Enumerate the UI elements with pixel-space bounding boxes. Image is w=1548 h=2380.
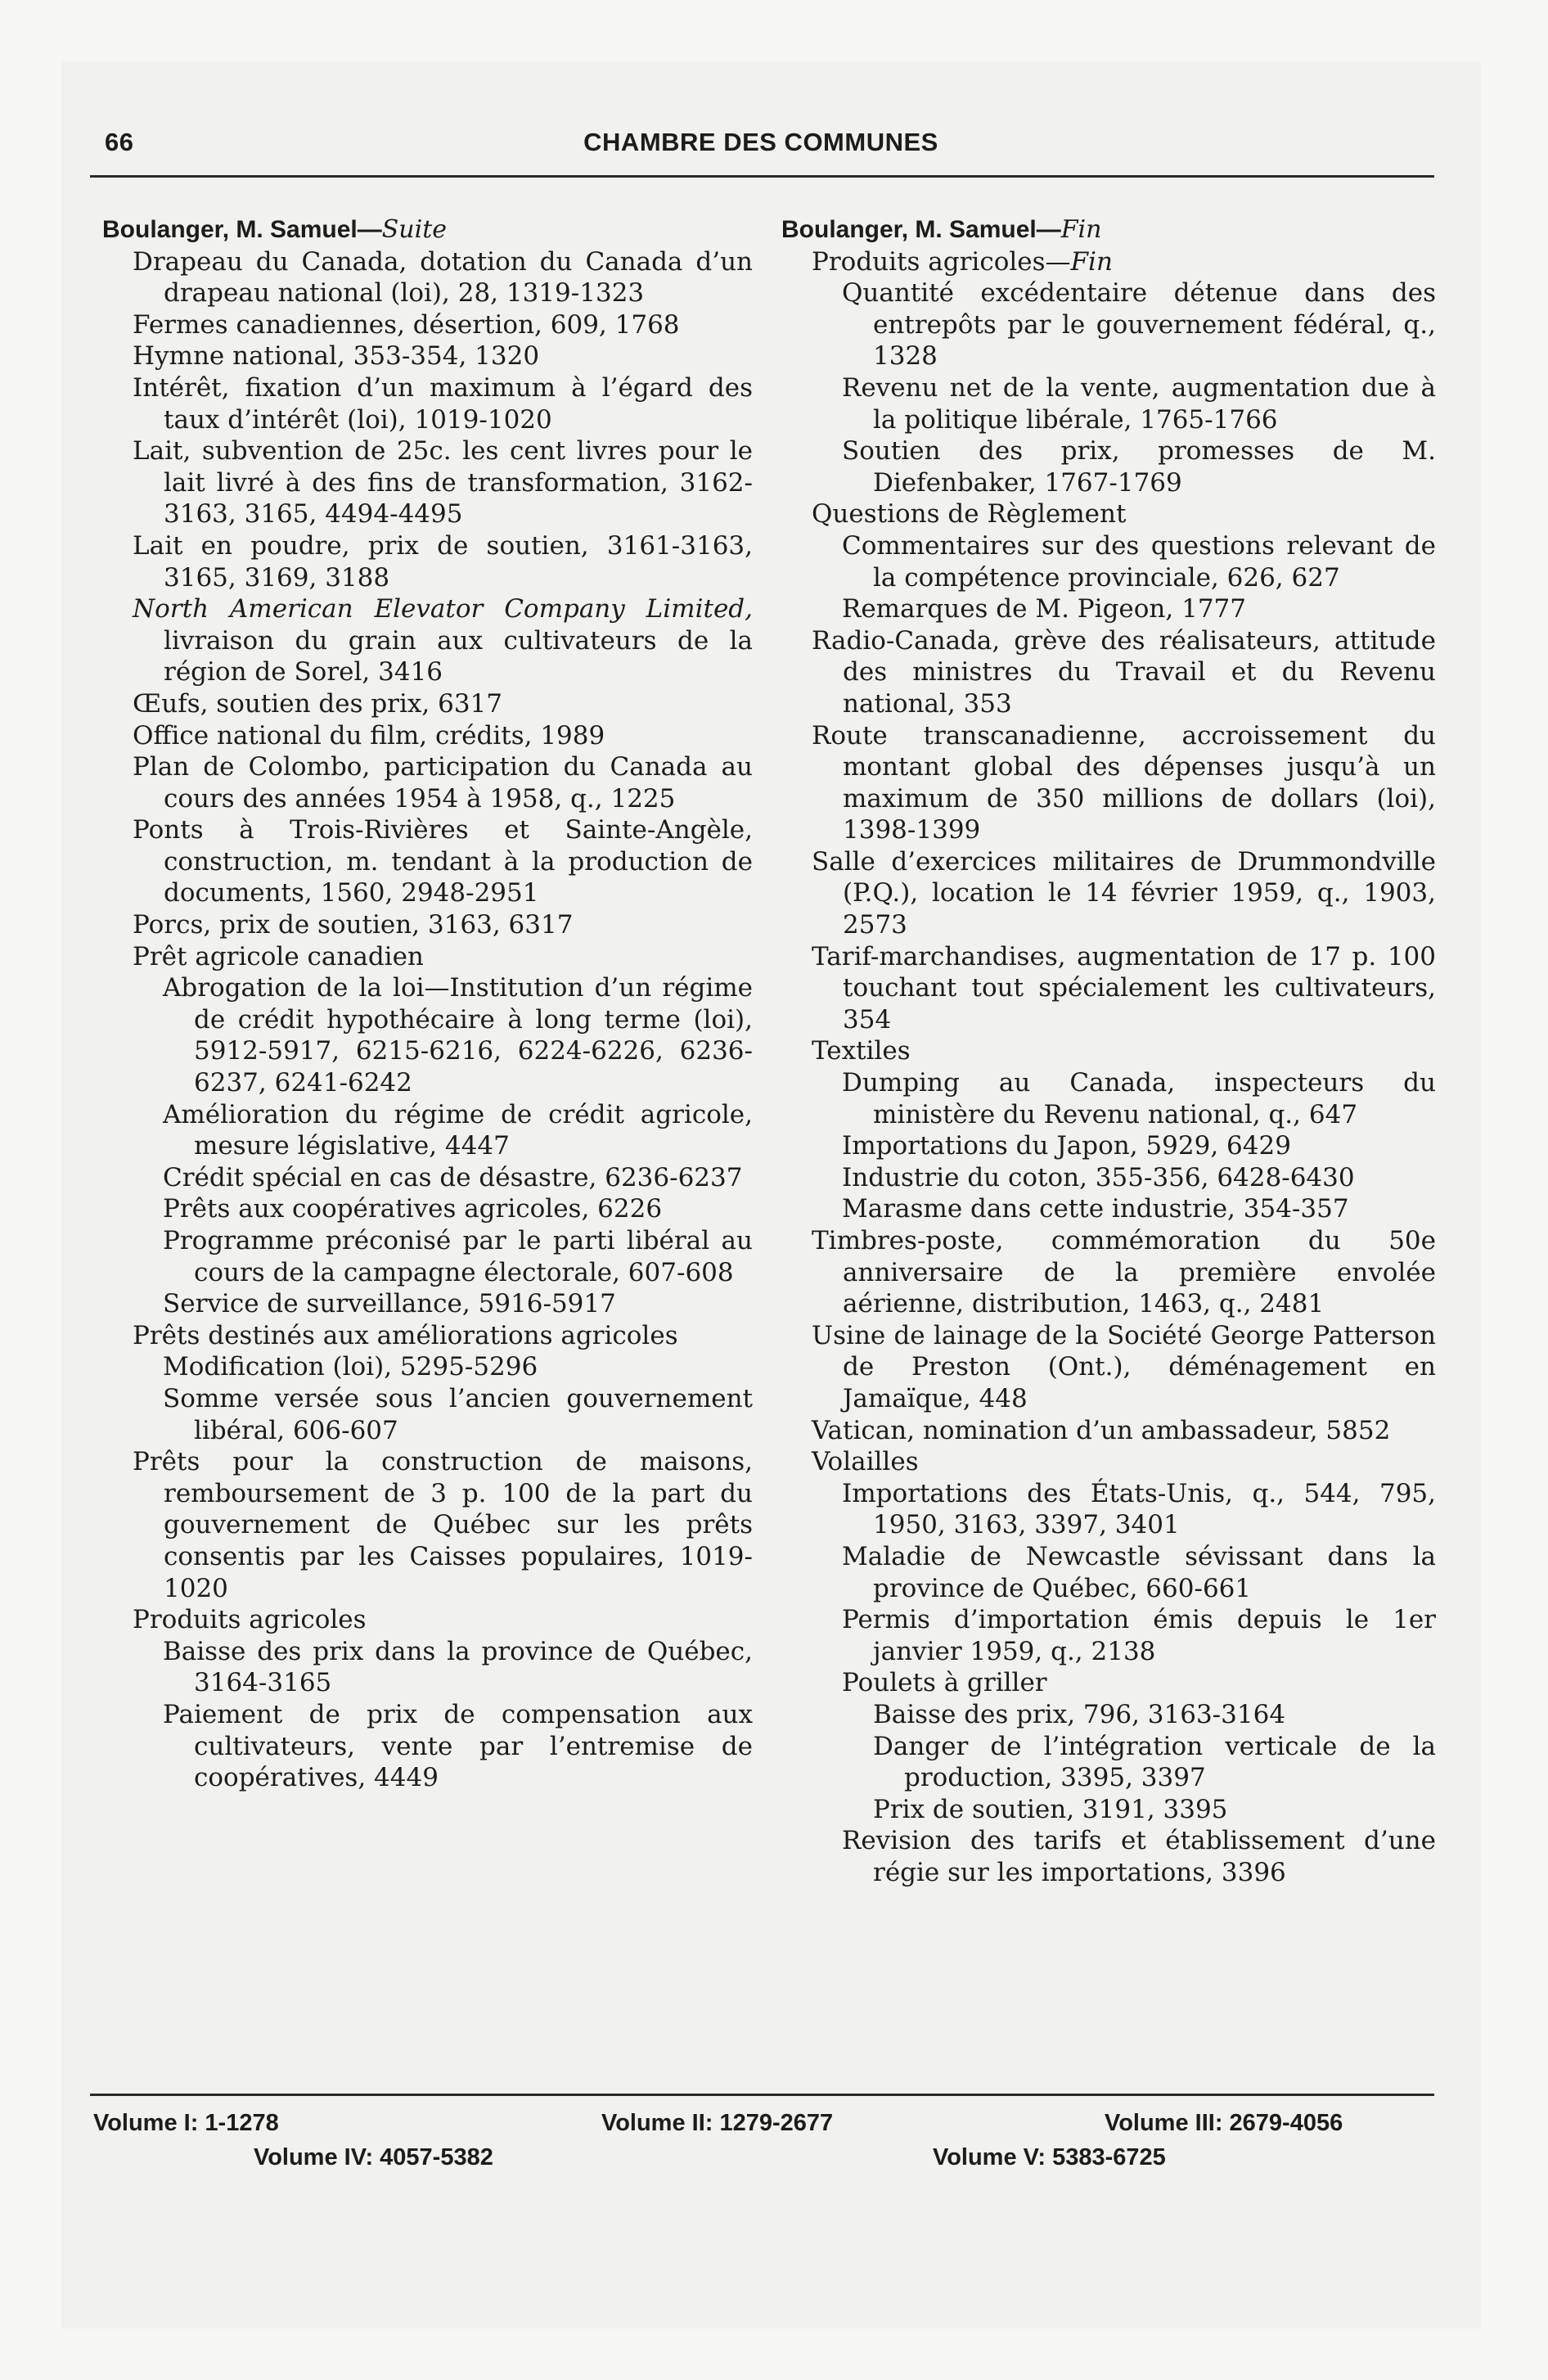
entry-text: Baisse des prix, 796, 3163-3164: [873, 1699, 1286, 1729]
left-column-heading: [102, 214, 753, 246]
index-entry: [781, 1731, 1436, 1794]
entry-text: Prêts aux coopératives agricoles, 6226: [163, 1194, 663, 1224]
header-rule: [90, 175, 1434, 178]
footer-rule: [90, 2094, 1434, 2096]
index-entry: [102, 593, 753, 688]
right-entries-list: [781, 277, 1436, 1888]
index-entry: [781, 1446, 1436, 1478]
index-entry: [781, 1415, 1436, 1447]
entry-text: Amélioration du régime de crédit agricole, mesure législative, 4447: [163, 1099, 753, 1161]
index-entry: [781, 1541, 1436, 1604]
entry-text: Revision des tarifs et établissement d’une régie sur les importations, 3396: [842, 1826, 1436, 1887]
page-header: [90, 128, 1432, 160]
entry-text: Textiles: [812, 1036, 911, 1066]
entry-text: Vatican, nomination d’un ambassadeur, 5852: [812, 1415, 1391, 1445]
entry-text: Baisse des prix dans la province de Québec, 3164-3165: [163, 1636, 753, 1698]
entry-text: Remarques de M. Pigeon, 1777: [842, 594, 1246, 624]
index-entry: [781, 593, 1436, 625]
index-entry: [781, 1699, 1436, 1731]
index-entry: [102, 340, 753, 372]
entry-text: Prix de soutien, 3191, 3395: [873, 1794, 1228, 1824]
entry-text: Revenu net de la vente, augmentation due à la politique libérale, 1765-1766: [842, 372, 1436, 435]
entry-text: Maladie de Newcastle sévissant dans la province de Québec, 660-661: [842, 1541, 1436, 1603]
footer-volume-3: Volume III: 2679-4056: [1105, 2110, 1343, 2136]
index-entry: [102, 1099, 753, 1162]
index-entry: [781, 435, 1436, 498]
heading-name: Boulanger, M. Samuel—: [781, 216, 1061, 243]
index-entry: [781, 1067, 1436, 1130]
index-entry: [102, 1288, 753, 1320]
index-entry: [781, 277, 1436, 372]
entry-text: Programme préconisé par le parti libéral au cours de la campagne électorale, 607-608: [163, 1226, 753, 1287]
entry-text: Modification (loi), 5295-5296: [163, 1352, 538, 1382]
entry-text: Ponts à Trois-Rivières et Sainte-Angèle, construction, m. tendant à la production de documents, 1560, 2948-2951: [133, 815, 753, 908]
index-entry: [102, 972, 753, 1098]
entry-text: Salle d’exercices militaires de Drummondville (P.Q.), location le 14 février 1959, q., 1903, 2573: [812, 846, 1436, 940]
index-entry: [781, 1604, 1436, 1667]
index-entry: [102, 1383, 753, 1446]
footer-volume-4: Volume IV: 4057-5382: [254, 2144, 493, 2170]
footer-volume-5: Volume V: 5383-6725: [933, 2144, 1166, 2170]
entry-text: Intérêt, fixation d’un maximum à l’égard des taux d’intérêt (loi), 1019-1020: [133, 372, 753, 435]
index-entry: [781, 941, 1436, 1036]
index-entry: [102, 1636, 753, 1699]
entry-text: Dumping au Canada, inspecteurs du ministère du Revenu national, q., 647: [842, 1068, 1436, 1129]
index-entry: [102, 530, 753, 593]
index-entry: [781, 625, 1436, 720]
index-entry: [781, 530, 1436, 593]
entry-text: Radio-Canada, grève des réalisateurs, attitude des ministres du Travail et du Revenu national, 353: [812, 625, 1436, 719]
entry-text: Lait en poudre, prix de soutien, 3161-3163, 3165, 3169, 3188: [133, 530, 753, 593]
entry-text: Importations du Japon, 5929, 6429: [842, 1131, 1291, 1161]
index-entry: [781, 1825, 1436, 1888]
subheading-name: Produits agricoles—: [812, 246, 1071, 277]
index-entry: [781, 1193, 1436, 1225]
entry-text: Service de surveillance, 5916-5917: [163, 1289, 616, 1319]
entry-text: Soutien des prix, promesses de M. Diefenbaker, 1767-1769: [842, 436, 1436, 498]
entry-text: Office national du film, crédits, 1989: [133, 720, 605, 751]
entry-text: Marasme dans cette industrie, 354-357: [842, 1194, 1349, 1224]
entry-text: Permis d’importation émis depuis le 1er janvier 1959, q., 2138: [842, 1605, 1436, 1666]
index-entry: [102, 720, 753, 752]
index-entry: [781, 846, 1436, 941]
right-column-heading: [781, 214, 1436, 246]
entry-text: Somme versée sous l’ancien gouvernement libéral, 606-607: [163, 1383, 753, 1445]
entry-text: Usine de lainage de la Société George Patterson de Preston (Ont.), déménagement en Jamaïque, 448: [812, 1320, 1436, 1413]
index-entry: [102, 909, 753, 941]
index-entry: [781, 1035, 1436, 1067]
footer-volume-1: Volume I: 1-1278: [93, 2110, 279, 2136]
entry-text: Questions de Règlement: [812, 499, 1127, 530]
left-entries-list: [102, 246, 753, 1794]
right-column: [781, 214, 1436, 1888]
entry-text: Industrie du coton, 355-356, 6428-6430: [842, 1162, 1355, 1192]
index-entry: [102, 1193, 753, 1225]
index-entry: [781, 498, 1436, 530]
heading-suffix: Suite: [381, 215, 448, 244]
index-entry: [781, 720, 1436, 846]
entry-text: Plan de Colombo, participation du Canada au cours des années 1954 à 1958, q., 1225: [133, 752, 753, 814]
heading-suffix: Fin: [1060, 215, 1102, 244]
index-entry: [102, 1446, 753, 1604]
index-entry: [102, 1225, 753, 1288]
entry-text: Prêts destinés aux améliorations agricoles: [133, 1320, 678, 1350]
heading-name: Boulanger, M. Samuel—: [102, 216, 382, 243]
index-entry: [781, 1162, 1436, 1194]
entry-text: Prêts pour la construction de maisons, remboursement de 3 p. 100 de la part du gouvernement de Québec sur les prêts consentis par les Caisses populaires, 1019-1020: [133, 1447, 753, 1603]
index-entry: [102, 1604, 753, 1636]
index-entry: [102, 814, 753, 909]
entry-italic-title: North American Elevator Company Limited,: [133, 594, 753, 624]
entry-text: Fermes canadiennes, désertion, 609, 1768: [133, 309, 680, 340]
index-entry: [781, 1320, 1436, 1415]
entry-text: Lait, subvention de 25c. les cent livres pour le lait livré à des fins de transformation, 3162-3163, 3165, 4494-4495: [133, 436, 753, 530]
index-entry: [102, 1320, 753, 1352]
index-entry: [781, 1130, 1436, 1162]
entry-text: Produits agricoles: [133, 1605, 367, 1635]
entry-text: Quantité excédentaire détenue dans des entrepôts par le gouvernement fédéral, q., 1328: [842, 278, 1436, 372]
entry-text: Timbres-poste, commémoration du 50e anniversaire de la première envolée aérienne, distribution, 1463, q., 2481: [812, 1226, 1436, 1319]
entry-text: Abrogation de la loi—Institution d’un régime de crédit hypothécaire à long terme (loi), 5912-5917, 6215-6216, 6224-6226, 6236-6237, 6241-6242: [163, 973, 753, 1098]
entry-text: Porcs, prix de soutien, 3163, 6317: [133, 910, 574, 940]
index-entry: [781, 1667, 1436, 1699]
entry-text: Poulets à griller: [842, 1668, 1047, 1698]
page-number: 66: [105, 128, 134, 156]
index-entry: [102, 688, 753, 720]
index-entry: [102, 246, 753, 309]
index-entry: [102, 1699, 753, 1794]
entry-text: Prêt agricole canadien: [133, 941, 424, 971]
index-entry: [102, 309, 753, 341]
index-entry: [102, 1351, 753, 1383]
entry-text: Œufs, soutien des prix, 6317: [133, 688, 502, 719]
entry-text: Paiement de prix de compensation aux cultivateurs, vente par l’entremise de coopératives, 4449: [163, 1699, 753, 1793]
entry-text: livraison du grain aux cultivateurs de la région de Sorel, 3416: [164, 625, 753, 687]
index-entry: [102, 435, 753, 530]
index-entry: [781, 372, 1436, 435]
entry-text: Route transcanadienne, accroissement du montant global des dépenses jusqu’à un maximum de 350 millions de dollars (loi), 1398-1399: [812, 720, 1436, 845]
entry-text: Tarif-marchandises, augmentation de 17 p. 100 touchant tout spécialement les cultivateurs, 354: [812, 941, 1436, 1034]
entry-text: Importations des États-Unis, q., 544, 795, 1950, 3163, 3397, 3401: [842, 1478, 1436, 1540]
index-entry: [102, 1162, 753, 1194]
left-column: [102, 214, 753, 1794]
index-entry: [781, 1794, 1436, 1826]
index-entry: [102, 372, 753, 435]
index-entry: [102, 751, 753, 814]
entry-text: Volailles: [812, 1447, 919, 1477]
right-column-subheading: [781, 246, 1436, 278]
entry-text: Drapeau du Canada, dotation du Canada d’un drapeau national (loi), 28, 1319-1323: [133, 246, 753, 309]
index-entry: [781, 1478, 1436, 1541]
entry-text: Crédit spécial en cas de désastre, 6236-6237: [163, 1162, 743, 1192]
index-entry: [102, 941, 753, 973]
entry-text: Commentaires sur des questions relevant de la compétence provinciale, 626, 627: [842, 530, 1436, 593]
subheading-suffix: Fin: [1070, 246, 1113, 277]
index-entry: [781, 1225, 1436, 1320]
entry-text: Danger de l’intégration verticale de la production, 3395, 3397: [873, 1731, 1436, 1793]
footer-volume-2: Volume II: 1279-2677: [601, 2110, 834, 2136]
volume-footer: [90, 2103, 1440, 2193]
running-title: CHAMBRE DES COMMUNES: [583, 128, 938, 156]
entry-text: Hymne national, 353-354, 1320: [133, 341, 540, 372]
